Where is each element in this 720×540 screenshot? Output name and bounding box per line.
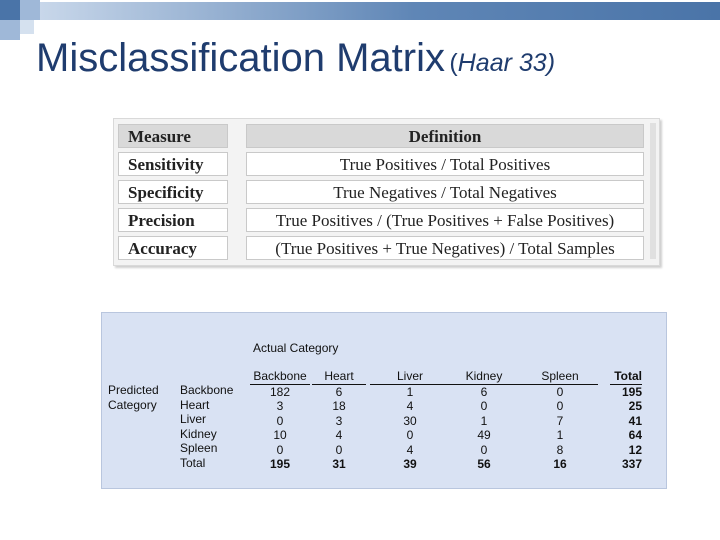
definition-cell: [246, 180, 644, 204]
page-title: [36, 36, 555, 81]
decor-square: [20, 20, 34, 34]
cell-value: 6: [335, 384, 343, 399]
column-header: Kidney: [444, 369, 524, 385]
decor-square: [20, 0, 40, 20]
column-total: 195: [269, 457, 291, 471]
title-sub: Haar 33): [457, 49, 556, 77]
cell-value: 6: [480, 384, 488, 399]
measure-definition: (True Positives + True Negatives) / Total Samples: [275, 239, 615, 258]
cell-value: 12: [628, 442, 642, 457]
header-gradient-bar: [40, 2, 720, 20]
measure-definition: True Positives / Total Positives: [339, 155, 551, 174]
cell-value: 25: [628, 399, 642, 413]
title-main: Misclassification Matrix: [36, 36, 445, 80]
decor-square: [0, 0, 20, 20]
table-row: [118, 236, 648, 260]
measure-name: Sensitivity: [128, 155, 204, 174]
cell-value: 4: [406, 442, 414, 457]
cell-value: 0: [335, 442, 343, 457]
column-total: 337: [621, 457, 642, 471]
cell-value: 182: [269, 384, 291, 399]
definition-cell: [246, 152, 644, 176]
column-total: 31: [332, 457, 346, 471]
measure-cell: [118, 236, 228, 260]
cell-value: 64: [628, 428, 642, 442]
cell-value: 0: [276, 413, 284, 428]
column-total: 56: [477, 457, 491, 471]
actual-category-label: Actual Category: [253, 341, 339, 355]
measure-cell: [118, 152, 228, 176]
title-paren: (: [449, 49, 458, 77]
measure-name: Accuracy: [128, 239, 197, 258]
definition-cell: [246, 208, 644, 232]
header-measure: Measure: [128, 127, 191, 146]
cell-value: 0: [556, 399, 564, 413]
cell-value: 0: [406, 428, 414, 442]
column-header: Spleen: [522, 369, 598, 385]
table-row: [118, 208, 648, 232]
matrix-column-total: [610, 369, 642, 472]
row-label: Total: [180, 455, 206, 470]
predicted-category-label: [108, 383, 159, 412]
cell-value: 0: [480, 442, 488, 457]
cell-value: 18: [332, 399, 346, 413]
column-total: 16: [553, 457, 567, 471]
column-header: Total: [610, 369, 642, 385]
row-label: Kidney: [180, 426, 217, 441]
matrix-column-kidney: [444, 369, 524, 472]
cell-value: 8: [556, 442, 564, 457]
row-label: Liver: [180, 412, 207, 426]
measure-definition: True Positives / (True Positives + False Positives): [275, 211, 615, 230]
row-label: Spleen: [180, 441, 218, 455]
decor-square: [0, 20, 20, 40]
column-header: Heart: [312, 369, 366, 385]
table-edge: [650, 123, 656, 259]
cell-value: 3: [276, 399, 284, 413]
row-labels: [180, 383, 233, 470]
matrix-column-heart: [312, 369, 366, 472]
measure-name: Precision: [128, 211, 195, 230]
matrix-column-backbone: [250, 369, 310, 472]
cell-value: 3: [335, 413, 343, 428]
cell-value: 7: [556, 413, 564, 428]
row-label: Heart: [180, 397, 210, 412]
header-measure-cell: [118, 124, 228, 148]
measure-name: Specificity: [128, 183, 204, 202]
header-definition: Definition: [408, 127, 482, 146]
cell-value: 49: [477, 428, 491, 442]
cell-value: 4: [335, 428, 343, 442]
matrix-column-spleen: [522, 369, 598, 472]
table-header-row: [118, 124, 648, 148]
predicted-label-line2: Category: [108, 397, 157, 412]
matrix-column-liver: [370, 369, 450, 472]
measure-cell: [118, 180, 228, 204]
column-header: Liver: [370, 369, 450, 385]
cell-value: 1: [480, 413, 488, 428]
cell-value: 0: [480, 399, 488, 413]
cell-value: 0: [556, 384, 564, 399]
column-header: Backbone: [250, 369, 310, 385]
cell-value: 195: [621, 384, 642, 399]
misclassification-matrix: [101, 312, 667, 489]
measure-definition: True Negatives / Total Negatives: [333, 183, 557, 202]
table-row: [118, 180, 648, 204]
table-row: [118, 152, 648, 176]
cell-value: 41: [628, 413, 642, 428]
predicted-label-line1: Predicted: [108, 383, 159, 397]
cell-value: 1: [406, 384, 414, 399]
definition-cell: [246, 236, 644, 260]
row-label: Backbone: [180, 383, 234, 397]
cell-value: 4: [406, 399, 414, 413]
column-total: 39: [403, 457, 417, 471]
cell-value: 0: [276, 442, 284, 457]
measure-cell: [118, 208, 228, 232]
cell-value: 10: [273, 428, 287, 442]
cell-value: 1: [556, 428, 564, 442]
header-definition-cell: [246, 124, 644, 148]
measure-definition-table: [113, 118, 660, 266]
cell-value: 30: [403, 413, 417, 428]
